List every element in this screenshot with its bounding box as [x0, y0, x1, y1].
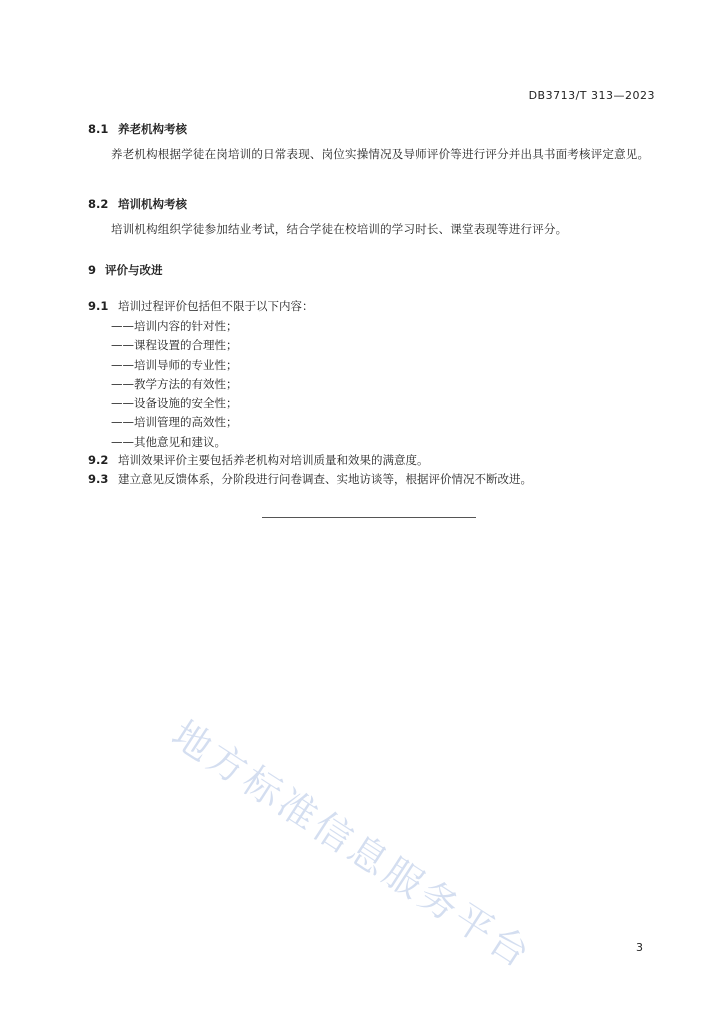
section-text: 培训过程评价包括但不限于以下内容：: [118, 299, 314, 313]
section-9-1-intro: [88, 298, 314, 314]
list-item: ——课程设置的合理性；: [111, 338, 238, 353]
section-number: 9: [88, 263, 97, 277]
section-text: 建立意见反馈体系，分阶段进行问卷调查、实地访谈等，根据评价情况不断改进。: [118, 472, 532, 486]
section-number: 9.3: [88, 472, 109, 486]
section-8-1-paragraph: 养老机构根据学徒在岗培训的日常表现、岗位实操情况及导师评价等进行评分并出具书面考核评定意见。: [111, 147, 650, 161]
list-item: ——培训管理的高效性；: [111, 415, 238, 430]
document-end-rule: [262, 517, 476, 518]
watermark: 地方标准信息服务平台: [164, 711, 541, 978]
document-code: DB3713/T 313—2023: [528, 89, 655, 102]
section-number: 8.2: [88, 197, 109, 211]
list-item: ——培训导师的专业性；: [111, 357, 238, 372]
section-8-2-paragraph: 培训机构组织学徒参加结业考试，结合学徒在校培训的学习时长、课堂表现等进行评分。: [111, 222, 568, 236]
section-9-2-line: [88, 452, 429, 468]
section-8-2-heading: [88, 196, 187, 212]
section-title: 培训机构考核: [118, 197, 187, 211]
section-9-3-line: [88, 471, 532, 487]
section-title: 养老机构考核: [118, 122, 187, 136]
page-number: 3: [636, 941, 643, 954]
section-number: 9.1: [88, 299, 109, 313]
section-9-heading: [88, 262, 163, 278]
section-8-1-heading: [88, 121, 187, 137]
section-title: 评价与改进: [105, 263, 163, 277]
section-text: 培训效果评价主要包括养老机构对培训质量和效果的满意度。: [118, 453, 429, 467]
list-item: ——其他意见和建议。: [111, 434, 226, 449]
section-number: 8.1: [88, 122, 109, 136]
list-item: ——教学方法的有效性；: [111, 376, 238, 391]
list-item: ——培训内容的针对性；: [111, 319, 238, 333]
evaluation-items-list: [111, 317, 238, 452]
section-number: 9.2: [88, 453, 109, 467]
list-item: ——设备设施的安全性；: [111, 396, 238, 411]
